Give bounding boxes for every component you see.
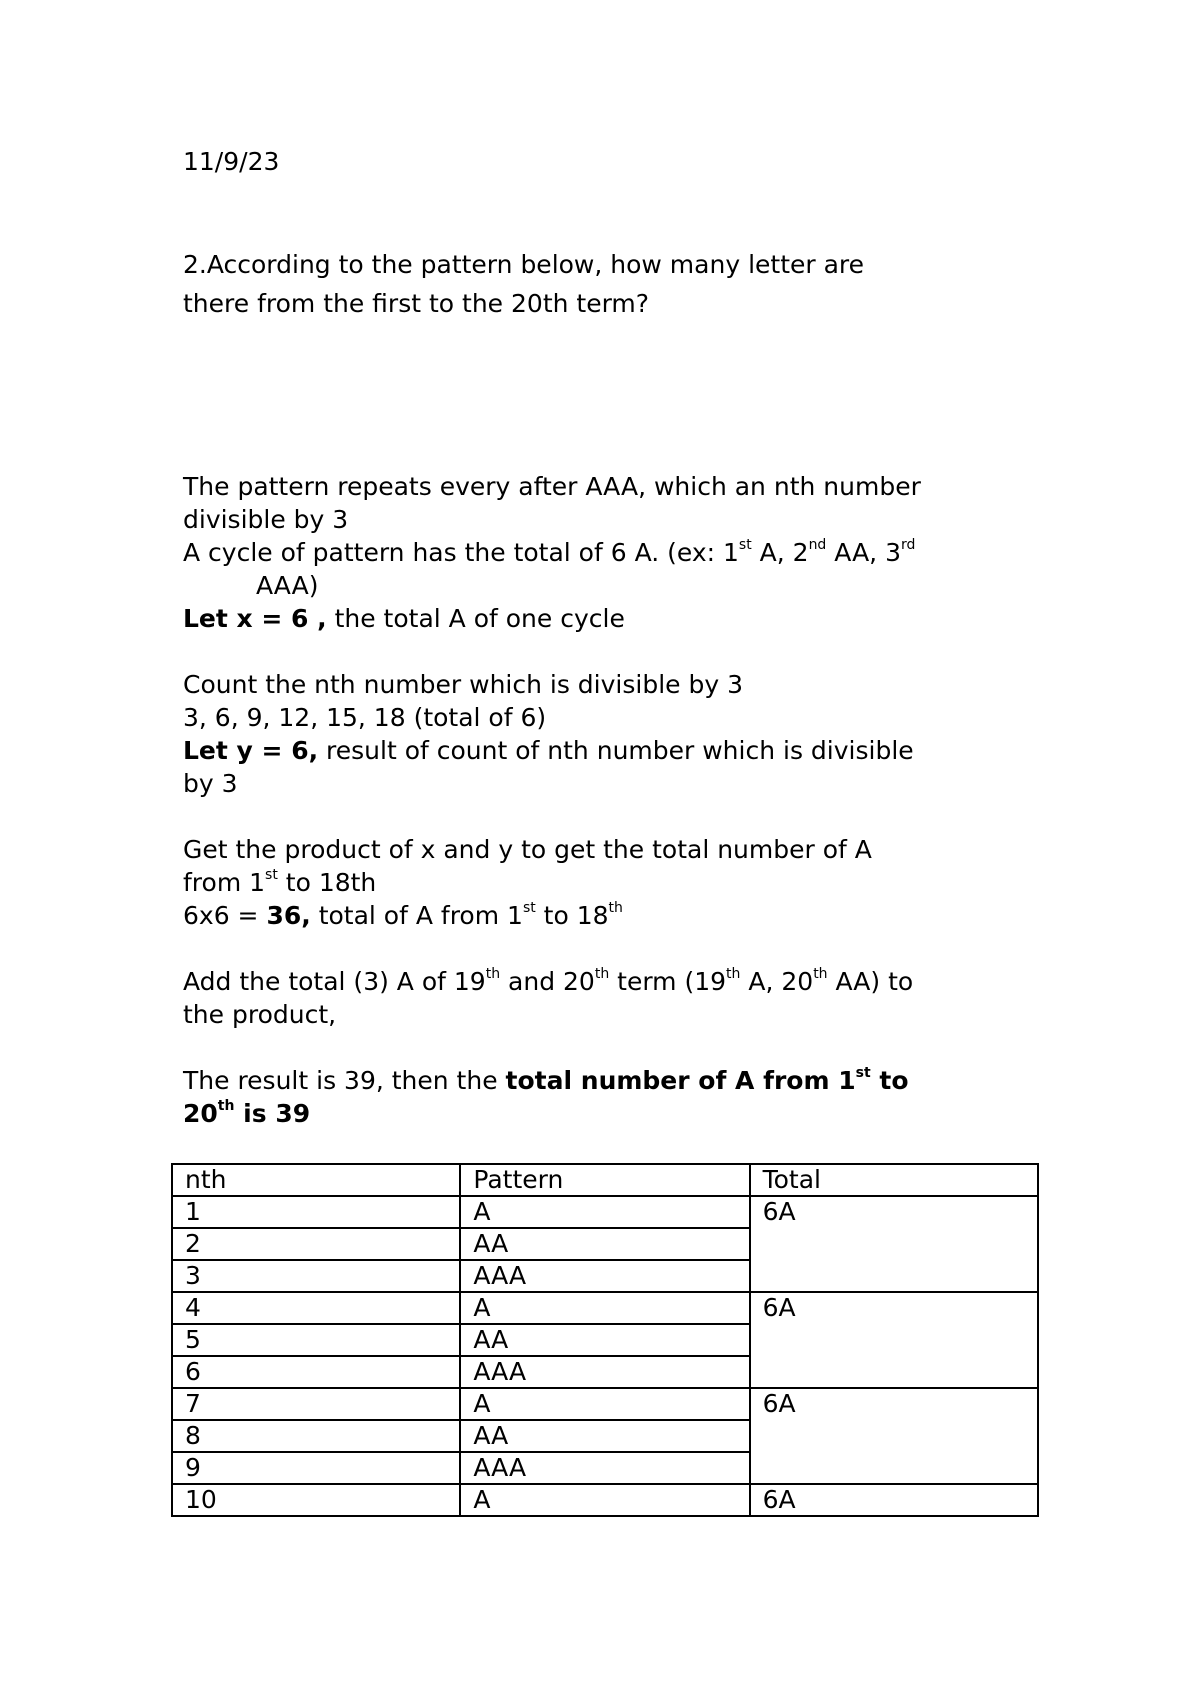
text: divisible by 3 — [183, 505, 349, 534]
text: AA) to — [827, 967, 914, 996]
bold-text: Let x = 6 , — [183, 604, 327, 633]
text: A, 20 — [740, 967, 814, 996]
table-cell-nth: 6 — [172, 1356, 460, 1388]
table-header-cell: Pattern — [460, 1164, 749, 1196]
table-header-cell: Total — [750, 1164, 1038, 1196]
text: from 1 — [183, 868, 266, 897]
bold-text: is 39 — [234, 1099, 311, 1128]
superscript: st — [522, 900, 536, 917]
text: the product, — [183, 1000, 337, 1029]
table-cell-pattern: A — [460, 1388, 749, 1420]
date: 11/9/23 — [183, 147, 280, 176]
solution-paragraph — [183, 470, 1043, 536]
solution-paragraph — [183, 965, 1043, 1031]
superscript: th — [813, 966, 828, 983]
question — [183, 245, 1003, 323]
superscript: th — [217, 1098, 235, 1115]
superscript: th — [485, 966, 501, 983]
table-row — [172, 1484, 1038, 1516]
table-header-cell: nth — [172, 1164, 460, 1196]
table-cell-nth: 1 — [172, 1196, 460, 1228]
text: by 3 — [183, 769, 238, 798]
solution-paragraph — [183, 536, 1043, 569]
solution-paragraph — [183, 734, 1043, 800]
table-cell-nth: 7 — [172, 1388, 460, 1420]
solution-paragraph: Count the nth number which is divisible by 3 — [183, 670, 743, 699]
table-cell-pattern: A — [460, 1292, 749, 1324]
text: The pattern repeats every after AAA, which an nth number — [183, 472, 921, 501]
table-cell-pattern: A — [460, 1484, 749, 1516]
superscript: th — [608, 900, 623, 917]
table-cell-pattern: AAA — [460, 1452, 749, 1484]
solution-paragraph — [183, 833, 1043, 899]
superscript: st — [265, 867, 278, 884]
text: to 18th — [277, 868, 377, 897]
table-cell-pattern: AA — [460, 1228, 749, 1260]
question-line: there from the first to the 20th term? — [183, 289, 650, 318]
superscript: st — [855, 1065, 871, 1082]
text: result of count of nth number which is divisible — [318, 736, 914, 765]
table-cell-total: 6A — [750, 1292, 1038, 1388]
superscript: th — [726, 966, 741, 983]
text: the total A of one cycle — [326, 604, 625, 633]
table-cell-nth: 9 — [172, 1452, 460, 1484]
table-row — [172, 1196, 1038, 1228]
bold-text: total number of A from 1 — [505, 1066, 856, 1095]
superscript: nd — [808, 537, 827, 554]
table-cell-pattern: AA — [460, 1324, 749, 1356]
text: term (19 — [609, 967, 727, 996]
text: and 20 — [500, 967, 595, 996]
question-line: 2.According to the pattern below, how many letter are — [183, 250, 865, 279]
table-cell-pattern: AAA — [460, 1356, 749, 1388]
solution-paragraph: 3, 6, 9, 12, 15, 18 (total of 6) — [183, 703, 547, 732]
superscript: rd — [900, 537, 916, 554]
table-row — [172, 1388, 1038, 1420]
text: AA, 3 — [826, 538, 901, 567]
table-cell-total: 6A — [750, 1484, 1038, 1516]
table-row — [172, 1292, 1038, 1324]
solution-paragraph — [183, 1064, 1043, 1130]
text: The result is 39, then the — [183, 1066, 506, 1095]
table-cell-nth: 8 — [172, 1420, 460, 1452]
table-cell-nth: 5 — [172, 1324, 460, 1356]
table-cell-nth: 3 — [172, 1260, 460, 1292]
bold-text: 20 — [183, 1099, 218, 1128]
pattern-table — [171, 1163, 1039, 1517]
text: 6x6 = — [183, 901, 267, 930]
bold-text: 36, — [266, 901, 311, 930]
bold-text: Let y = 6, — [183, 736, 319, 765]
table-cell-nth: 4 — [172, 1292, 460, 1324]
solution-paragraph — [183, 602, 1043, 635]
solution-paragraph — [183, 899, 1043, 932]
text: A cycle of pattern has the total of 6 A. (ex: 1 — [183, 538, 739, 567]
table-cell-total: 6A — [750, 1196, 1038, 1292]
superscript: th — [594, 966, 610, 983]
table-cell-total: 6A — [750, 1388, 1038, 1484]
table-cell-pattern: AAA — [460, 1260, 749, 1292]
solution — [183, 470, 1043, 1130]
table-cell-pattern: A — [460, 1196, 749, 1228]
table-cell-pattern: AA — [460, 1420, 749, 1452]
text: A, 2 — [751, 538, 809, 567]
bold-text: to — [870, 1066, 909, 1095]
text: Add the total (3) A of 19 — [183, 967, 486, 996]
text: to 18 — [535, 901, 609, 930]
text: total of A from 1 — [310, 901, 523, 930]
text: Get the product of x and y to get the total number of A — [183, 835, 872, 864]
table-header-row — [172, 1164, 1038, 1196]
solution-paragraph: AAA) — [256, 571, 319, 600]
table-cell-nth: 2 — [172, 1228, 460, 1260]
superscript: st — [738, 537, 752, 554]
table-cell-nth: 10 — [172, 1484, 460, 1516]
